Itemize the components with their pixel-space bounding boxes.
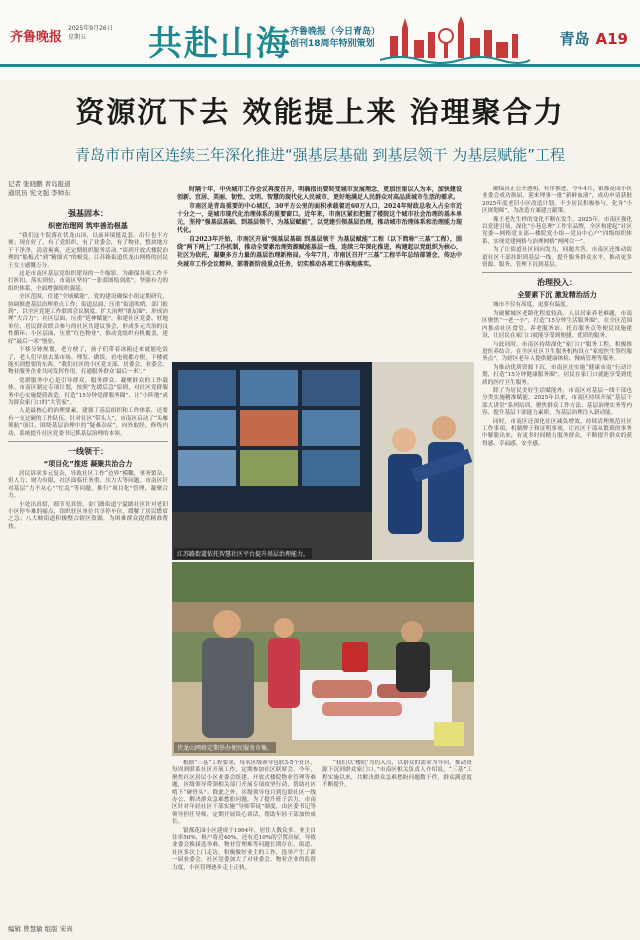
sub-headline: 青岛市市南区连续三年深化推进“强基层基础 到基层领干 为基层赋能”工程 (74, 146, 566, 164)
paragraph: 这是市南区基层党组织建设的一个缩影。为确保各项工作不打折扣，落实到位，市南区坚持“一张蓝图绘到底”，坚强有力的组织体系，全面增强组织强基。 (8, 271, 168, 292)
paragraph: 市南区是青岛重要的中心城区，30平方公里的面积承载着近60万人口，2024年财政总收入占全市近十分之一，是城市现代化治理体系的重要窗口。近年来，市南区紧扣把握了楼院这个城市社会治理的基本单元，坚持“强基层基础、到基层领干、为基层赋能”，以党建引领基层治理，推动城市治理体系和治理能力现代化。 (177, 202, 462, 235)
photo-caption: 伏龙山网格定期举办便民服务市集。 (174, 742, 276, 753)
anniversary-line-2: 创刊18周年特别策划 (290, 39, 375, 49)
paragraph: 与此同时，市南区持续深化“家门口”服务工程，积极推进医养结合，在全区社区卫生服务机构设立“家庭医生签约服务点”，为辖区老年人提供健康体检、慢病管理等服务。 (482, 341, 632, 363)
header-rule (0, 64, 640, 67)
section-title-1: 强基固本： (68, 209, 108, 218)
market-image (172, 562, 474, 756)
photo-caption: 江苏路街道依托智慧社区平台提升基层治理能力。 (174, 548, 312, 559)
paragraph: 小处出真招，细节见真情。金门路街道宁夏路社区针对老旧小区停车难的痛点，组织驻区单位共享停车位，缓解了居民燃眉之急；八大峡街道积极整合辖区资源，为困难群众提供精准帮扶。 (8, 501, 168, 530)
paragraph: “我们以‘楼院’为切入点，以群众的需求为导向，推动资源下沉到群众家门口。”市南区相关负责人介绍说，“三基”工程实施以来，共解决群众急难愁盼问题数千件，群众满意度不断提升。 (322, 760, 472, 789)
edition-city: 青岛 (559, 30, 590, 48)
paragraph: 确保真正公开透明、有序推进，今年4月，银都花园小区业委会成功换届，迎来理事一批“新鲜血液”，成功申请获批2025年度老旧小区改造计划，不少居民积极参与，化身“小区规划师”，为改造方案建言献策。 (482, 186, 632, 215)
paragraph: 时隔十年，中央城市工作会议再度召开，明确指出要转变城市发展理念，更加注重以人为本，加快建设创新、宜居、美丽、韧性、文明、智慧的现代化人民城市，更好地满足人民群众对高品质城市生活的需求。 (177, 186, 462, 202)
section-divider (482, 272, 632, 273)
section-divider (8, 441, 168, 442)
article-column-left (8, 204, 168, 920)
paragraph: 自2023年开始，市南区开展“强基层基础 到基层领干 为基层赋能”工程（以下简称“三基”工程），围绕“两下两上”工作机制，推动全要素治理资源赋能基层一线，连续三年深化推进，构建起以党组织为核心，社区为依托，凝聚多方力量的基层治理新格局。今年7月，市南区召开“三基”工程半年总结部署会，传达中央城市工作会议精神，部署新阶段重点任务，切实推动各项工作落地落实。 (177, 235, 462, 268)
dateline (68, 24, 113, 42)
photo-market (172, 562, 474, 756)
paragraph: 下移分钟规划，老方便了，孩子们带着冰箱过来就能吃饭了，老人们早晨去菜市场、理发、做饭、看电视都方便，下楼就能买到想要的东西。“我们社区的小区党支部、居委会、业委会、物业服务企业共同发挥作用，打通服务群众‘最后一米’。” (8, 347, 168, 376)
byline-reporter: 记者 张晓鹏 青岛报道 (8, 180, 71, 188)
article-column-right (482, 186, 632, 920)
anniversary-line-1: 齐鲁晚报（今日青岛） (290, 27, 381, 37)
section-subtitle-3: 全要素下沉 激发精治活力 (517, 291, 597, 300)
paragraph: 像王老先生样的变化不断在发生。2025年，市南区强化以党建引领，深化“小巷总理”工作室品牌，全区构建起“社区党委—网格党支部—楼院党小组—党员中心户”四级组织体系，实现党建网格与治理网格“两网合一”。 (482, 216, 632, 245)
paragraph: 根据“三基”工程要求，每名区级领导包联3-5个社区，每周到联系社区开展工作，定期参加社区联席会。今年，聚焦社区居民小区业委会组建、开放式楼院物业管理等难题，区级领导带领相关部门开展专项攻坚行动，帮助社区啃下“硬骨头”。除此之外，区级领导每月到包联社区一线办公，解决群众急难愁盼问题，为了提升班子活力，市南区针对年轻社区干部实施“导师带徒”制度，由区委书记等领导担任导师，定期开展谈心谈话，帮助年轻干部加快成长。 (172, 760, 316, 826)
city-skyline-icon (380, 14, 530, 64)
issue-weekday: 星期五 (68, 34, 87, 41)
section-subtitle-2: “项目化”推进 凝聚共治合力 (43, 459, 133, 468)
lead-paragraph (177, 186, 462, 358)
section-subtitle-1: 织密治理网 筑牢善治根基 (48, 222, 128, 230)
special-masthead: 共赴山海 (148, 24, 292, 64)
paragraph: 同时，市南区还深化社区减负增效，持续清理规范社区工作事项、机制牌子和证明事项，让社区干部从繁琐的事务中解脱出来，有更多时间精力服务群众，不断提升群众的获得感、幸福感、安全感。 (482, 418, 632, 447)
paragraph: 为了让街道社区同向发力，同题共答，市南区还推动街道社区干部挂职到基层一线，提升服务群众水平，推动更多资源、服务、管理下沉到基层。 (482, 247, 632, 269)
page-header (0, 0, 640, 80)
article-column-middle-1 (172, 760, 316, 920)
paragraph: 银都花园小区建成于1994年，居住人数众多，业主自住率50%，租户将近40%，还有近10%的空置房屋，导致业委会换届选举难、物业管理难等问题长期存在。街道、社区多次上门走访，积极做好业主的工作，选举产生了新一届业委会，社区党委加大了对业委会、物业企业的监督力度，小区管理逐步走上正轨。 (172, 827, 316, 871)
edition-label (560, 28, 629, 49)
newspaper-logo: 齐鲁晚报 (10, 30, 63, 45)
section-title-3: 治理投入： (537, 278, 577, 288)
section-title-2: 一线领干： (68, 446, 108, 456)
paragraph: “我们这个院落在伏龙山顶，以前环境挺乱套，出行也不方便；现在好了，有了党组织，有了业委会，有了物业，整块地方干干净净，清清爽爽，还定期组织服务活动。”谈到开放式楼院治理的“船板式”到“精细式”的蜕变，江苏路街道伏龙山网格的居民王女士感慨万分。 (8, 233, 168, 269)
page-footer-editors: 编辑 曾慧敏 组版 宋真 (8, 925, 73, 933)
paragraph: 城市不仅有高度，更要有温度。 (493, 302, 572, 309)
paragraph: 全区范围，住建“全域赋能”，党的建设确保小组定期研究，协调推进基层治理重点工作；街道层面，压重“街道吹哨、部门报到”，以全区党建工作联席会议制度、扩大治理“朋友圈”，形成治理“大合力”；社区层面，压重“延伸赋能”，和建社区党委、驻地单位、居民群众联合参与的社区共建议事会，形成多元共治的良性循环；小区层面，压重“红色物业”，推动党组织有机覆盖，建好“最后一米”堡垒。 (8, 294, 168, 345)
byline (8, 180, 71, 198)
paragraph: 为破解城区老龄化程度较高、人员居家养老难题，市南区聚焦“一老一小”，打造“15分钟生活服务圈”，在全区范围内推动社区食堂、养老服务站、托育服务点等便民设施建设，让居民在家门口就能享受到便捷、优质的服务。 (482, 310, 632, 340)
paragraph: 居民诉求多元复杂，导致社区工作“边界”模糊，事务繁杂，但人力、财力有限，社区面临任务重、压力大等问题。市南区针对基层“力不从心”“忙乱”等问题，推行“项目化”管理，凝聚合力。 (8, 470, 168, 500)
photo-control-room (172, 362, 474, 560)
issue-date: 2025年9月26日 (68, 25, 113, 32)
main-headline: 资源沉下去 效能提上来 治理聚合力 (75, 95, 565, 129)
paragraph: 为推动优质资源下沉，市南区还实施“健康市南”行动计划，打造“15分钟健康服务圈”，居民在家门口就能享受到优质的医疗卫生服务。 (482, 364, 632, 386)
paragraph: 党群服务中心是引导群众、服务群众、凝聚群众的工作载体。市南区制定专项计划，按照“先缓后急”原则，对社区党群服务中心实施提质改造，打造“15分钟党群服务圈”，让“小阵地”成为群众家门口的“大管家”。 (8, 377, 168, 406)
paragraph: 人是最核心的治理要素。建强了基层组织和工作体系，还要有一支过硬的工作队伍。针对社区“带头人”，市南区启动了“头雁领航”项目，围绕基层治理中的“疑难杂症”，向外取经、修炼内功，系统提升社区党委书记抓基层治理的本领。 (8, 408, 168, 437)
paragraph: 除了为居民美好生活赋能外，市南区对基层一线干部也分类实施精准赋能。2025年以来，市南区持续开展“基层干部大讲堂”系列培训，聚焦群众工作方法、基层治理实务等内容，提升基层干部能力素质，为基层治理注入新动能。 (482, 387, 632, 417)
page-number: A19 (595, 30, 628, 48)
anniversary-tagline (290, 26, 380, 50)
control-room-image (172, 362, 474, 560)
article-column-middle-2 (322, 760, 472, 920)
byline-correspondent: 通讯员 宪文强 李帅东 (8, 189, 71, 197)
